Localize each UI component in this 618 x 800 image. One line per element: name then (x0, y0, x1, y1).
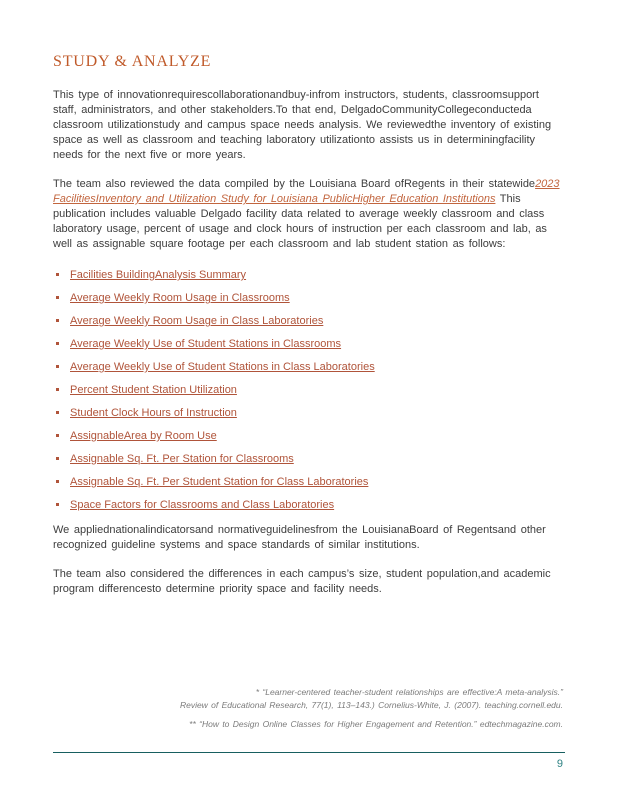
list-item (53, 315, 565, 327)
list-item (53, 476, 565, 488)
paragraph-intro: This type of innovationrequirescollaborationandbuy-infrom instructors, students, classroomsupport staff, administrators, and other stakeholders.To that end, DelgadoCommunityCollegeconducteda classroom utilizationstudy and campus space needs analysis. We reviewedthe inventory of existing space as well as classroom and teaching laboratory utilizationto assists us in determiningfacility needs for the next five or more years. (53, 89, 552, 161)
report-link[interactable]: Facilities BuildingAnalysis Summary (70, 269, 247, 281)
footnotes (143, 686, 563, 731)
list-item (53, 407, 565, 419)
report-link[interactable]: Average Weekly Use of Student Stations in Classrooms (70, 338, 342, 350)
list-item (53, 430, 565, 442)
report-link[interactable]: Assignable Sq. Ft. Per Student Station for Class Laboratories (70, 476, 369, 488)
list-item (53, 499, 565, 511)
paragraph-differences: The team also considered the differences in each campus’s size, student population,and academic program differencesto determine priority space and facility needs. (53, 568, 551, 595)
facilities-study-link[interactable]: 2023 FacilitiesInventory and Utilization Study for Louisiana PublicHigher Education Institutions (53, 178, 560, 205)
footer-rule (53, 752, 565, 753)
footnote-2: ** “How to Design Online Classes for Higher Engagement and Retention.” edtechmagazine.com. (189, 719, 563, 729)
page-title: STUDY & ANALYZE (53, 53, 212, 70)
report-link[interactable]: Average Weekly Use of Student Stations in Class Laboratories (70, 361, 375, 373)
paragraph-regents-end: This publication includes valuable Delgado facility data related to average weekly classroom and class laboratory usage, percent of usage and clock hours of instruction per each classroom and lab, as well as assignable square footage per each classroom and lab student station as follows: (53, 193, 547, 250)
report-link[interactable]: Space Factors for Classrooms and Class Laboratories (70, 499, 335, 511)
list-item (53, 361, 565, 373)
list-item (53, 269, 565, 281)
footnote-1-line-2: Review of Educational Research, 77(1), 113–143.) Cornelius-White, J. (2007). teaching.cornell.edu. (179, 700, 563, 710)
page-content (53, 53, 565, 597)
report-link[interactable]: Assignable Sq. Ft. Per Station for Classrooms (70, 453, 294, 465)
report-link[interactable]: Percent Student Station Utilization (70, 384, 237, 396)
report-link[interactable]: Average Weekly Room Usage in Classrooms (70, 292, 290, 304)
paragraph-guidelines: We appliednationalindicatorsand normativeguidelinesfrom the LouisianaBoard of Regentsand other recognized guideline systems and space standards of similar institutions. (53, 524, 546, 551)
list-item (53, 292, 565, 304)
paragraph-regents-start: The team also reviewed the data compiled by the Louisiana Board ofRegents in their statewide (53, 178, 536, 190)
report-link[interactable]: Student Clock Hours of Instruction (70, 407, 237, 419)
footnote-1-line-1: * “Learner-centered teacher-student relationships are effective:A meta-analysis.” (255, 687, 563, 697)
list-item (53, 453, 565, 465)
report-link[interactable]: Average Weekly Room Usage in Class Laboratories (70, 315, 324, 327)
list-item (53, 338, 565, 350)
paragraph-regents (53, 177, 565, 252)
report-link[interactable]: AssignableArea by Room Use (70, 430, 217, 442)
report-sections-list (53, 269, 565, 511)
page-number: 9 (556, 758, 563, 770)
list-item (53, 384, 565, 396)
